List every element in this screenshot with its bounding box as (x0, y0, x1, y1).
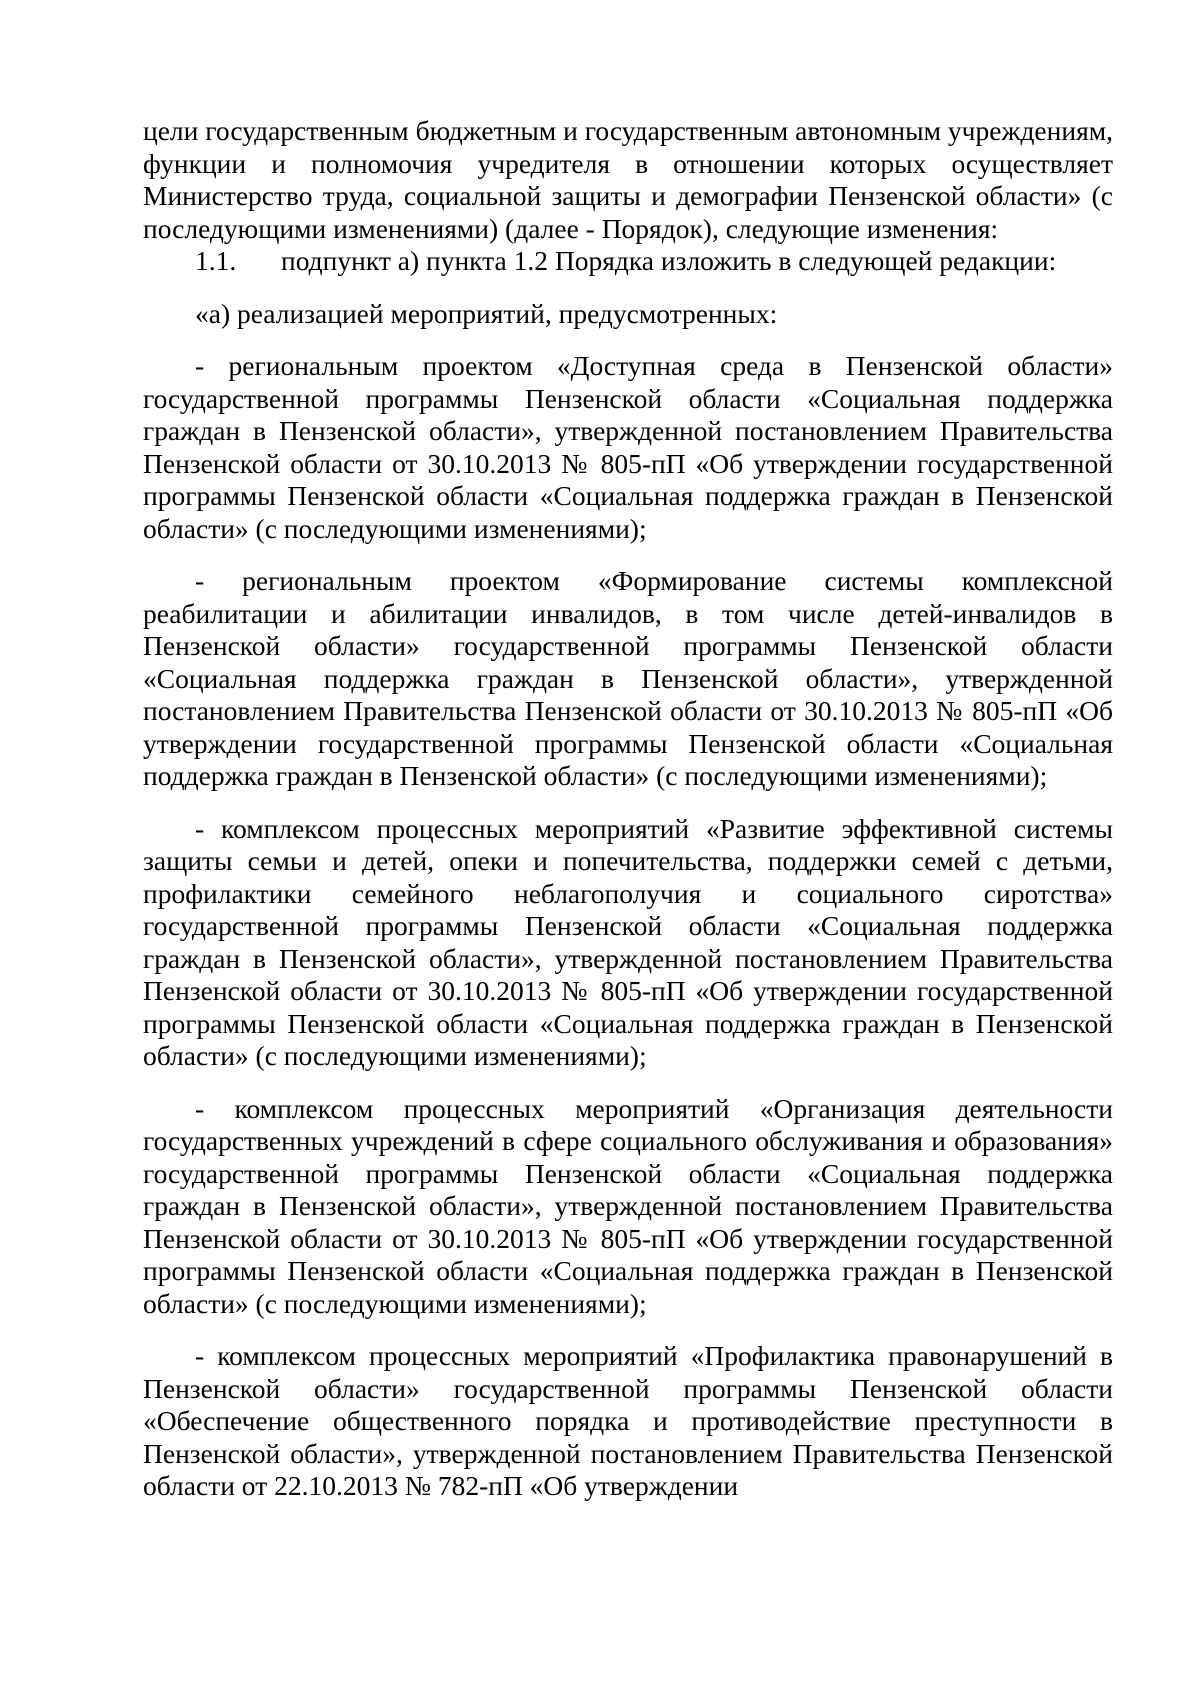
subpoint-a: «а) реализацией мероприятий, предусмотренных: (195, 297, 778, 329)
document-page (143, 115, 1113, 1503)
item-text: подпункт а) пункта 1.2 Порядка изложить в следующей редакции: (281, 245, 1057, 276)
bullet-paragraph: - комплексом процессных мероприятий «Развитие эффективной системы защиты семьи и детей, опеки и попечительства, поддержки семей с детьми, профилактики семейного неблагополучия и социального сиротства» государственной программы Пензенской области «Социальная поддержка граждан в Пензенской области», утвержденной постановлением Правительства Пензенской области от 30.10.2013 № 805-пП «Об утверждении государственной программы Пензенской области «Социальная поддержка граждан в Пензенской области» (с последующими изменениями); (143, 812, 1113, 1071)
bullet-paragraph: - комплексом процессных мероприятий «Профилактика правонарушений в Пензенской области» государственной программы Пензенской области «Обеспечение общественного порядка и противодействие преступности в Пензенской области», утвержденной постановлением Правительства Пензенской области от 22.10.2013 № 782-пП «Об утверждении (143, 1340, 1113, 1501)
bullet-paragraph: - региональным проектом «Доступная среда в Пензенской области» государственной программы Пензенской области «Социальная поддержка граждан в Пензенской области», утвержденной постановлением Правительства Пензенской области от 30.10.2013 № 805-пП «Об утверждении государственной программы Пензенской области «Социальная поддержка граждан в Пензенской области» (с последующими изменениями); (143, 350, 1113, 544)
bullet-paragraph: - региональным проектом «Формирование системы комплексной реабилитации и абилитации инвалидов, в том числе детей-инвалидов в Пензенской области» государственной программы Пензенской области «Социальная поддержка граждан в Пензенской области», утвержденной постановлением Правительства Пензенской области от 30.10.2013 № 805-пП «Об утверждении государственной программы Пензенской области «Социальная поддержка граждан в Пензенской области» (с последующими изменениями); (143, 565, 1113, 791)
intro-paragraph: цели государственным бюджетным и государственным автономным учреждениям, функции и полномочия учредителя в отношении которых осуществляет Министерство труда, социальной защиты и демографии Пензенской области» (с последующими изменениями) (далее - Порядок), следующие изменения: (143, 115, 1113, 244)
item-1-1 (143, 245, 1113, 278)
item-number: 1.1. (195, 245, 237, 276)
bullet-paragraph: - комплексом процессных мероприятий «Организация деятельности государственных учреждений в сфере социального обслуживания и образования» государственной программы Пензенской области «Социальная поддержка граждан в Пензенской области», утвержденной постановлением Правительства Пензенской области от 30.10.2013 № 805-пП «Об утверждении государственной программы Пензенской области «Социальная поддержка граждан в Пензенской области» (с последующими изменениями); (143, 1092, 1113, 1319)
